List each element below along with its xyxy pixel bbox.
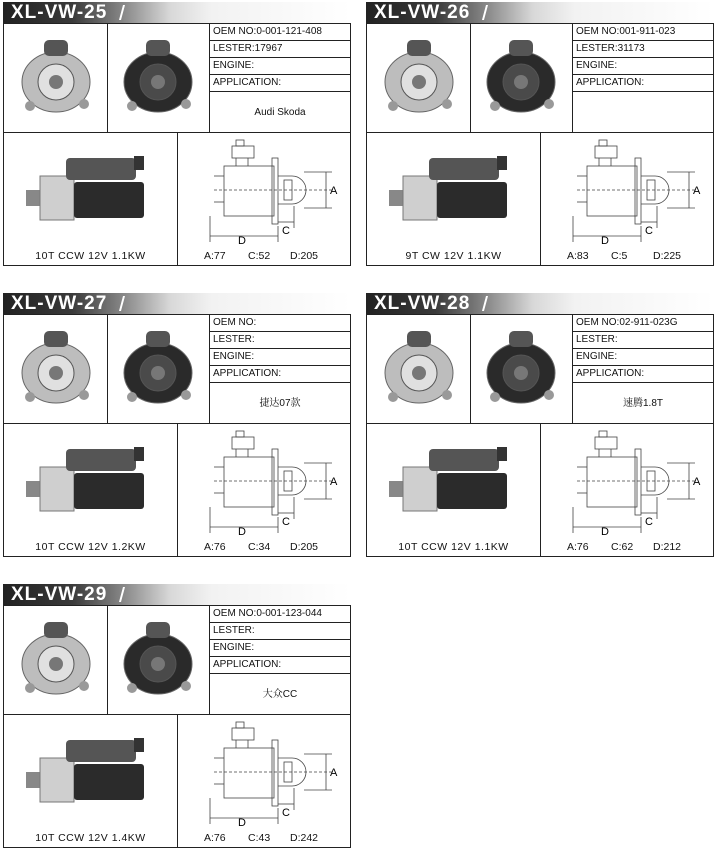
drawing-label-c: C [645,225,653,237]
header-slash [119,587,125,602]
product-photo-rear [118,323,198,418]
lester-number: LESTER: [210,623,350,640]
card-header [366,2,714,23]
dimension-drawing-wrap [184,718,344,828]
application-value: 速腾1.8T [622,398,663,409]
header-slash [119,296,125,311]
application-label: APPLICATION: [573,366,713,383]
drawing-label-a: A [693,185,701,197]
info-table [210,24,350,92]
oem-number: OEM NO: [210,315,350,332]
product-photo-rear [118,614,198,709]
drawing-label-c: C [282,516,290,528]
product-photo-front [16,32,96,127]
info-table [210,606,350,674]
product-photo-front [379,323,459,418]
dimension-drawing [184,427,344,537]
application-label: APPLICATION: [573,75,713,92]
model-number: XL-VW-25 [11,2,108,23]
dim-a: A:77 [204,250,226,262]
application-label: APPLICATION: [210,75,350,92]
product-photo-rear [481,32,561,127]
dim-c: C:5 [611,250,628,262]
application-value: 大众CC [262,689,298,700]
dimension-drawing [184,718,344,828]
card-header [3,584,351,605]
spec-line: 10T CCW 12V 1.1KW [398,541,509,553]
drawing-label-a: A [330,767,338,779]
oem-number: OEM NO:02-911-023G [573,315,713,332]
lester-number: LESTER: [573,332,713,349]
product-card [366,2,714,266]
product-photo-rear [118,32,198,127]
card-body [3,314,351,557]
card-header [3,293,351,314]
drawing-label-c: C [645,516,653,528]
card-body [366,23,714,266]
engine-field: ENGINE: [573,349,713,366]
application-label: APPLICATION: [210,657,350,674]
lester-number: LESTER:17967 [210,41,350,58]
lester-number: LESTER: [210,332,350,349]
dimension-drawing-wrap [547,427,707,537]
card-body [366,314,714,557]
dim-d: D:225 [653,250,682,262]
oem-number: OEM NO:001-911-023 [573,24,713,41]
product-card [3,584,351,848]
product-card [3,293,351,557]
dimension-drawing-wrap [547,136,707,246]
engine-field: ENGINE: [573,58,713,75]
dim-a: A:76 [204,541,226,553]
product-photo-side [16,154,166,239]
dim-a: A:76 [567,541,589,553]
drawing-label-a: A [330,476,338,488]
dim-c: C:52 [248,250,271,262]
card-header [366,293,714,314]
application-value: 捷达07款 [259,398,301,409]
product-card [366,293,714,557]
product-photo-side [16,445,166,530]
dim-d: D:205 [290,250,319,262]
dim-d: D:205 [290,541,319,553]
drawing-label-d: D [238,235,246,246]
dimension-drawing [547,136,707,246]
dim-c: C:62 [611,541,634,553]
product-photo-rear [481,323,561,418]
header-slash [482,296,488,311]
dim-c: C:34 [248,541,271,553]
model-number: XL-VW-26 [374,2,471,23]
dim-a: A:83 [567,250,589,262]
product-photo-front [16,614,96,709]
spec-line: 10T CCW 12V 1.2KW [35,541,146,553]
engine-field: ENGINE: [210,640,350,657]
dimension-drawing-wrap [184,427,344,537]
product-photo-side [379,154,529,239]
info-table [573,24,713,92]
drawing-label-d: D [601,526,609,537]
header-slash [119,5,125,20]
drawing-label-d: D [238,526,246,537]
dim-a: A:76 [204,832,226,844]
dim-c: C:43 [248,832,271,844]
header-slash [482,5,488,20]
product-photo-front [16,323,96,418]
product-card [3,2,351,266]
lester-number: LESTER:31173 [573,41,713,58]
card-body [3,605,351,848]
dimension-drawing [547,427,707,537]
dim-d: D:212 [653,541,682,553]
drawing-label-d: D [601,235,609,246]
spec-line: 10T CCW 12V 1.1KW [35,250,146,262]
oem-number: OEM NO:0-001-121-408 [210,24,350,41]
card-body [3,23,351,266]
spec-line: 9T CW 12V 1.1KW [405,250,502,262]
engine-field: ENGINE: [210,58,350,75]
dimension-drawing-wrap [184,136,344,246]
model-number: XL-VW-28 [374,293,471,314]
engine-field: ENGINE: [210,349,350,366]
oem-number: OEM NO:0-001-123-044 [210,606,350,623]
product-photo-side [379,445,529,530]
product-photo-side [16,736,166,821]
application-value: Audi Skoda [254,107,306,118]
application-value [573,93,713,133]
drawing-label-a: A [330,185,338,197]
drawing-label-d: D [238,817,246,828]
model-number: XL-VW-27 [11,293,108,314]
dim-d: D:242 [290,832,319,844]
info-table [210,315,350,383]
application-label: APPLICATION: [210,366,350,383]
model-number: XL-VW-29 [11,584,108,605]
spec-line: 10T CCW 12V 1.4KW [35,832,146,844]
drawing-label-c: C [282,225,290,237]
drawing-label-a: A [693,476,701,488]
product-photo-front [379,32,459,127]
info-table [573,315,713,383]
card-header [3,2,351,23]
dimension-drawing [184,136,344,246]
drawing-label-c: C [282,807,290,819]
